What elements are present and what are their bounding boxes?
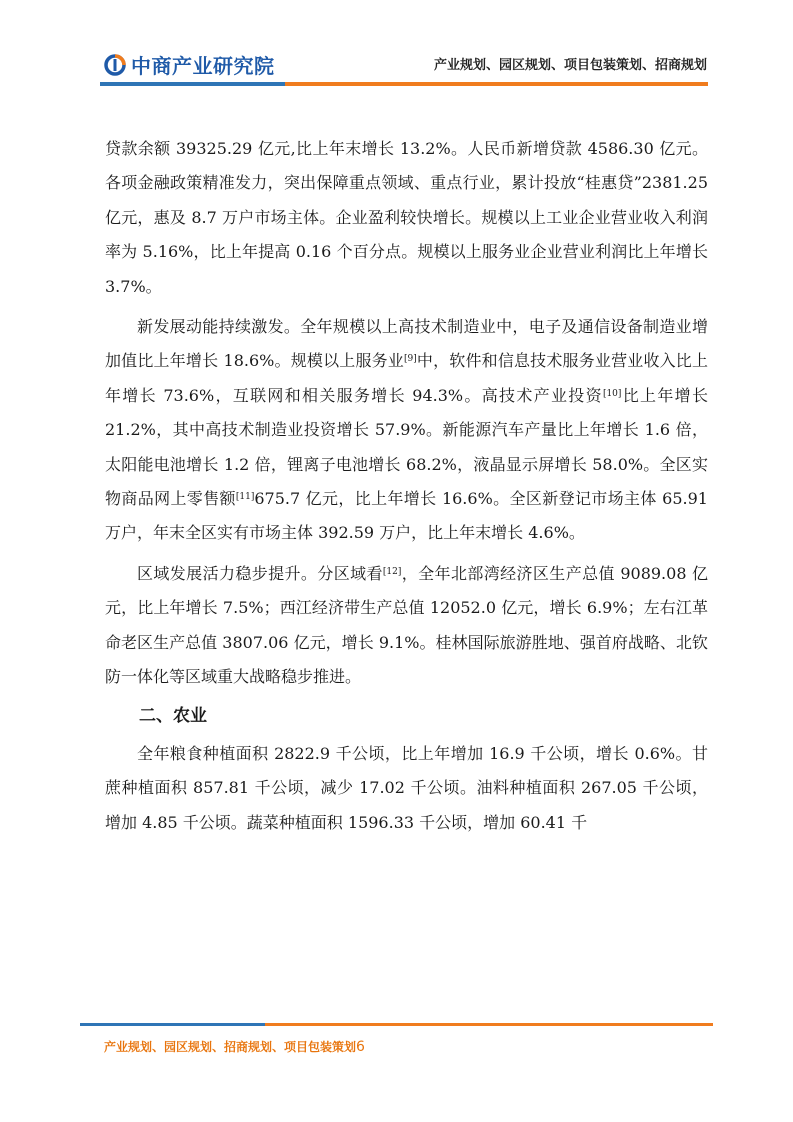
footer-divider-orange — [265, 1023, 713, 1026]
footnote-ref-11[interactable]: [11] — [235, 492, 255, 503]
document-body — [105, 132, 708, 840]
text-segment: 中，软件和信息技术服务业营业收入比上年增长 73.6%，互联网和相关服务增长 94.3%。高技术产业投资 — [105, 351, 708, 405]
text-segment: ，全年北部湾经济区生产总值 9089.08 亿元，比上年增长 7.5%；西江经济带生产总值 12052.0 亿元，增长 6.9%；左右江革命老区生产总值 3807.06 亿元，增长 9.1%。桂林国际旅游胜地、强首府战略、北钦防一体化等区域重大战略稳步推进。 — [105, 563, 708, 687]
paragraph-finance: 贷款余额 39325.29 亿元,比上年末增长 13.2%。人民币新增贷款 4586.30 亿元。各项金融政策精准发力，突出保障重点领域、重点行业，累计投放“桂惠贷”2381.25 亿元，惠及 8.7 万户市场主体。企业盈利较快增长。规模以上工业企业营业收入利润率为 5.16%，比上年提高 0.16 个百分点。规模以上服务业企业营业利润比上年增长 3.7%。 — [105, 139, 708, 296]
logo-text: 中商产业研究院 — [131, 54, 275, 78]
footer-slogan: 产业规划、园区规划、招商规划、项目包装策划 — [104, 1040, 357, 1054]
text-segment: 区域发展活力稳步提升。分区域看 — [137, 563, 383, 583]
logo-icon — [104, 54, 126, 76]
header-divider-blue — [100, 82, 290, 86]
paragraph-agriculture: 全年粮食种植面积 2822.9 千公顷，比上年增加 16.9 千公顷，增长 0.6%。甘蔗种植面积 857.81 千公顷，减少 17.02 千公顷。油料种植面积 267.05 千公顷，增加 4.85 千公顷。蔬菜种植面积 1596.33 千公顷，增加 60.41 千 — [105, 743, 708, 832]
header-divider-orange — [285, 82, 708, 86]
footnote-ref-9[interactable]: [9] — [403, 354, 417, 365]
paragraph-regional — [105, 557, 708, 695]
text-segment: 675.7 亿元，比上年增长 16.6%。全区新登记市场主体 65.91 万户，年末全区实有市场主体 392.59 万户，比上年末增长 4.6%。 — [105, 489, 708, 543]
paragraph-new-momentum — [105, 310, 708, 551]
footer-text — [104, 1038, 365, 1055]
text-segment: 比上年增长 21.2%，其中高技术制造业投资增长 57.9%。新能源汽车产量比上年增长 1.6 倍，太阳能电池增长 1.2 倍，锂离子电池增长 68.2%，液晶显示屏增长 58.0%。全区实物商品网上零售额 — [105, 385, 708, 509]
section-heading-agriculture: 二、农业 — [139, 705, 207, 726]
page-number: 6 — [356, 1039, 365, 1055]
company-logo[interactable] — [104, 50, 275, 79]
page-footer — [0, 1010, 793, 1070]
page-header — [0, 0, 793, 100]
header-slogan: 产业规划、园区规划、项目包装策划、招商规划 — [433, 58, 707, 73]
footnote-ref-12[interactable]: [12] — [382, 566, 402, 577]
footnote-ref-10[interactable]: [10] — [602, 388, 622, 399]
text-segment: 新发展动能持续激发。全年规模以上高技术制造业中，电子及通信设备制造业增加值比上年增长 18.6%。规模以上服务业 — [105, 317, 708, 371]
footer-divider-blue — [80, 1023, 270, 1026]
